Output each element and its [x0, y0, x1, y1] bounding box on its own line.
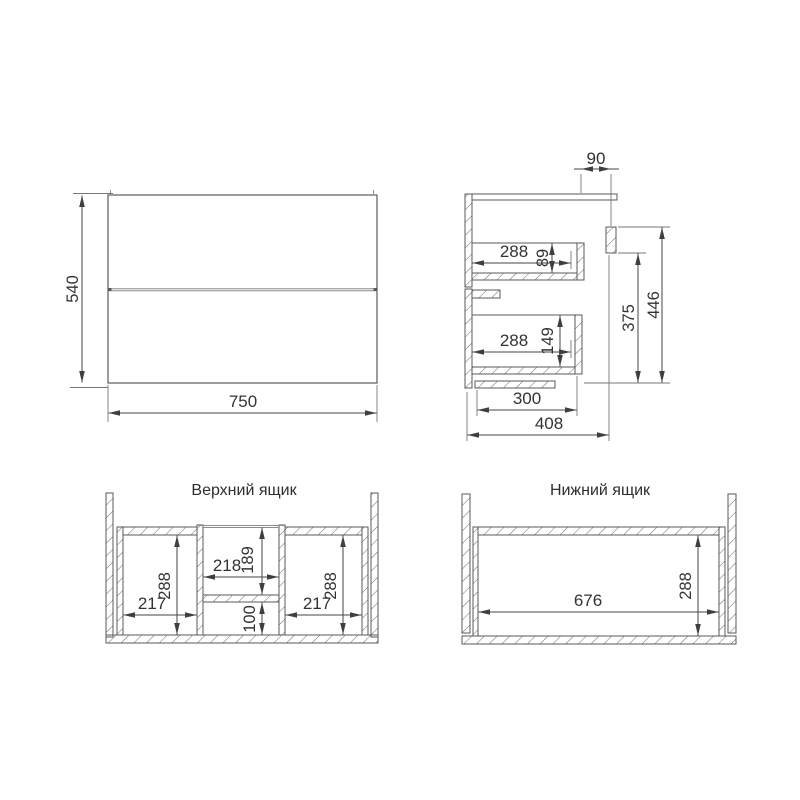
dim-lower-drawer-height [539, 316, 560, 367]
upper-drawer-title: Верхний ящик [191, 482, 297, 499]
dim-right-depth [322, 536, 343, 635]
dim-front-width [108, 385, 377, 422]
dim-label-189: 189 [239, 546, 257, 574]
dim-label-750: 750 [228, 392, 258, 411]
dim-label-288-right: 288 [322, 572, 340, 600]
wall-rail [606, 227, 616, 253]
dim-inner-depth [677, 536, 698, 636]
cabinet-side-left [462, 494, 470, 633]
dim-label-375: 375 [620, 304, 638, 332]
dim-label-540: 540 [64, 275, 82, 303]
dim-label-89: 89 [534, 248, 552, 268]
cabinet-side-left [106, 493, 113, 637]
dim-left-width [124, 594, 197, 615]
side-section-view [465, 149, 670, 441]
dim-left-depth [156, 536, 177, 635]
dim-label-90: 90 [586, 149, 606, 168]
lower-drawer-front-panel [465, 289, 472, 388]
lower-drawer-title: Нижний ящик [549, 482, 651, 499]
dim-label-149: 149 [539, 327, 557, 355]
dim-label-100: 100 [241, 605, 259, 633]
dim-upper-drawer-depth [473, 242, 572, 269]
drawer-back-left [123, 527, 197, 535]
dim-notch-depth [239, 528, 262, 595]
cabinet-bottom-panel [475, 381, 555, 388]
dim-label-288-depth: 288 [677, 572, 695, 600]
dim-label-300: 300 [512, 389, 542, 408]
front-view [64, 190, 377, 422]
drawer-wall-left [473, 527, 478, 636]
dim-label-288-lower: 288 [499, 331, 529, 350]
upper-drawer-bottom [472, 273, 577, 280]
top-panel [472, 194, 617, 200]
dim-center-depth [241, 603, 262, 635]
cabinet-side-right [728, 494, 736, 633]
upper-drawer-view [106, 482, 378, 643]
dim-label-217-left: 217 [137, 594, 167, 613]
drawer-front-bar [462, 636, 736, 644]
dim-height-375 [618, 253, 646, 383]
drawer-back-right [285, 527, 362, 535]
dim-label-676: 676 [573, 591, 603, 610]
upper-drawer-back-wall [577, 243, 584, 280]
dim-label-446: 446 [645, 291, 663, 319]
dim-overall-408 [467, 255, 609, 441]
dim-rail-offset [574, 149, 619, 226]
drawer-wall-right [362, 527, 368, 635]
dim-label-288-upper: 288 [499, 242, 529, 261]
dim-label-408: 408 [534, 414, 564, 433]
drawer-wall-left [117, 527, 123, 635]
drawer-back-bar [478, 527, 719, 535]
dim-upper-drawer-height [534, 244, 552, 273]
dim-right-width [286, 594, 362, 615]
notch-wall-right [279, 525, 285, 635]
upper-drawer-rail [472, 290, 500, 298]
upper-drawer-front-panel [465, 194, 472, 287]
dim-label-288-left: 288 [156, 572, 174, 600]
lower-drawer-view [462, 482, 736, 644]
dim-label-218: 218 [212, 556, 242, 575]
lower-drawer-back-wall [575, 315, 582, 374]
dim-front-height [64, 194, 113, 388]
cabinet-side-right [371, 493, 378, 637]
notch-wall-left [197, 525, 203, 635]
dim-label-217-right: 217 [302, 594, 332, 613]
lower-drawer-bottom [472, 367, 575, 374]
notch-back-bar [203, 595, 279, 602]
drawer-front-bar [106, 635, 378, 643]
drawer-wall-right [719, 527, 725, 636]
